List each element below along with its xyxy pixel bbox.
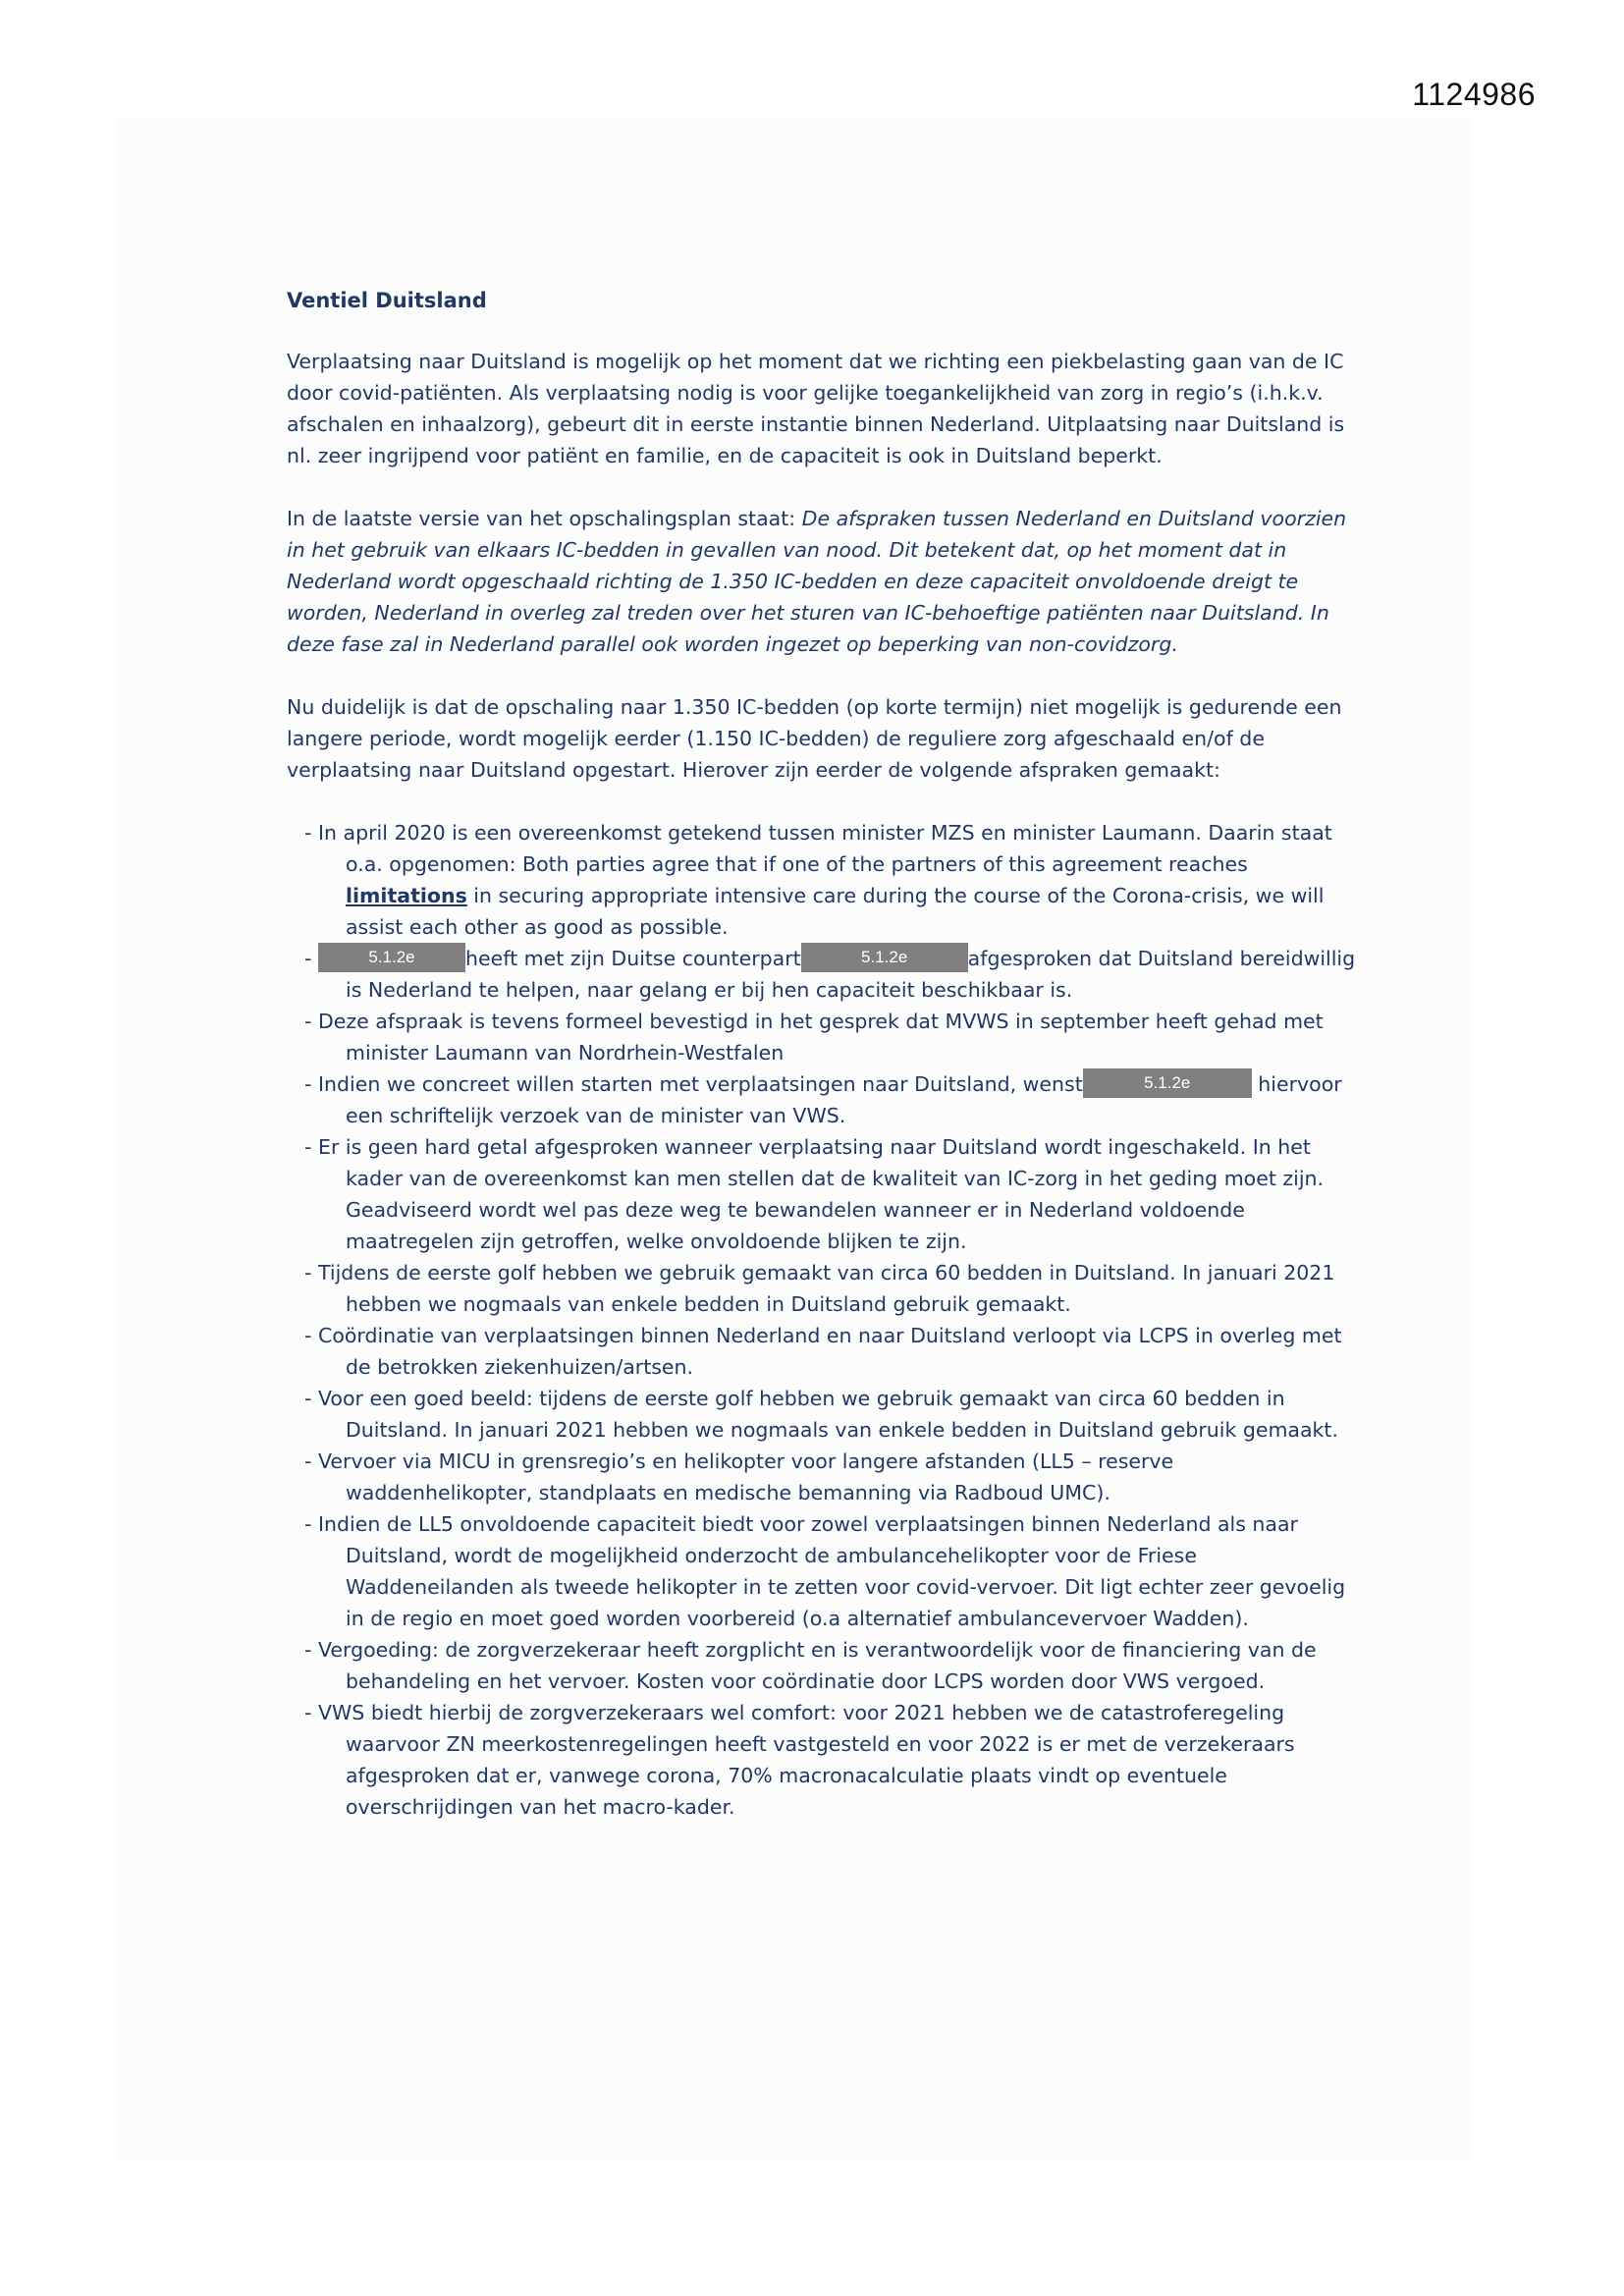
bullet-dash: - [304,1387,312,1410]
item-2-b: afgesproken dat Duitsland bereidwillig is Nederland te helpen, naar gelang er bij hen capaciteit beschikbaar is. [346,947,1356,1002]
bullet-dash: - [304,1324,312,1347]
bullet-dash: - [304,1512,312,1536]
item-4-b: hiervoor een schriftelijk verzoek van de minister van VWS. [346,1072,1342,1127]
list-item [295,817,1357,943]
list-item [295,943,1357,1006]
item-11: Vergoeding: de zorgverzekeraar heeft zorgplicht en is verantwoordelijk voor de financiering van de behandeling en het vervoer. Kosten voor coördinatie door LCPS worden door VWS vergoed. [318,1638,1317,1693]
list-item [295,1508,1357,1634]
list-item [295,1257,1357,1320]
paragraph-1: Verplaatsing naar Duitsland is mogelijk op het moment dat we richting een piekbelasting gaan van de IC door covid-patiënten. Als verplaatsing nodig is voor gelijke toegankelijkheid van zorg in regio’s (i.h.k.v. afschalen en inhaalzorg), gebeurt dit in eerste instantie binnen Nederland. Uitplaatsing naar Duitsland is nl. zeer ingrijpend voor patiënt en familie, en de capaciteit is ook in Duitsland beperkt. [287,350,1345,467]
item-9: Vervoer via MICU in grensregio’s en helikopter voor langere afstanden (LL5 – reserve waddenhelikopter, standplaats en medische bemanning via Radboud UMC). [318,1449,1174,1504]
item-12: VWS biedt hierbij de zorgverzekeraars wel comfort: voor 2021 hebben we de catastroferegeling waarvoor ZN meerkostenregelingen heeft vastgesteld en voor 2022 is er met de verzekeraars afgesproken dat er, vanwege corona, 70% macronacalculatie plaats vindt op eventuele overschrijdingen van het macro-kader. [318,1701,1295,1819]
agreements-list [287,817,1357,1823]
redaction-box: 5.1.2e [801,943,968,972]
item-6: Tijdens de eerste golf hebben we gebruik gemaakt van circa 60 bedden in Duitsland. In januari 2021 hebben we nogmaals van enkele bedden in Duitsland gebruik gemaakt. [318,1261,1335,1316]
list-item [295,1320,1357,1383]
list-item [295,1634,1357,1697]
list-item [295,1383,1357,1446]
item-1-pre: In april 2020 is een overeenkomst getekend tussen minister MZS en minister Laumann. Daarin staat o.a. opgenomen: Both parties agree that if one of the partners of this agreement reaches [318,821,1332,876]
paragraph-2-intro: In de laatste versie van het opschalingsplan staat: [287,507,802,530]
list-item [295,1446,1357,1508]
bullet-dash: - [304,1010,312,1033]
limitations-link[interactable]: limitations [346,884,467,907]
redaction-box: 5.1.2e [1083,1068,1252,1098]
paragraph-2 [287,503,1357,660]
item-2-a: heeft met zijn Duitse counterpart [465,947,801,970]
bullet-dash: - [304,1701,312,1724]
item-8: Voor een goed beeld: tijdens de eerste golf hebben we gebruik gemaakt van circa 60 bedden in Duitsland. In januari 2021 hebben we nogmaals van enkele bedden in Duitsland gebruik gemaakt. [318,1387,1338,1442]
item-1-post: in securing appropriate intensive care during the course of the Corona-crisis, we will assist each other as good as possible. [346,884,1325,939]
bullet-dash: - [304,1261,312,1285]
list-item [295,1697,1357,1823]
list-item [295,1068,1357,1131]
bullet-dash: - [304,821,312,845]
paragraph-3: Nu duidelijk is dat de opschaling naar 1.350 IC-bedden (op korte termijn) niet mogelijk is gedurende een langere periode, wordt mogelijk eerder (1.150 IC-bedden) de reguliere zorg afgeschaald en/of de verplaatsing naar Duitsland opgestart. Hierover zijn eerder de volgende afspraken gemaakt: [287,695,1342,782]
list-item [295,1006,1357,1068]
list-item [295,1131,1357,1257]
document-title: Ventiel Duitsland [287,289,487,312]
redaction-box: 5.1.2e [318,943,465,972]
item-10: Indien de LL5 onvoldoende capaciteit biedt voor zowel verplaatsingen binnen Nederland als naar Duitsland, wordt de mogelijkheid onderzocht de ambulancehelikopter voor de Friese Waddeneilanden als tweede helikopter in te zetten voor covid-vervoer. Dit ligt echter zeer gevoelig in de regio en moet goed worden voorbereid (o.a alternatief ambulancevervoer Wadden). [318,1512,1346,1630]
item-7: Coördinatie van verplaatsingen binnen Nederland en naar Duitsland verloopt via LCPS in overleg met de betrokken ziekenhuizen/artsen. [318,1324,1342,1379]
bullet-dash: - [304,1638,312,1662]
bullet-dash: - [304,1449,312,1473]
item-3: Deze afspraak is tevens formeel bevestigd in het gesprek dat MVWS in september heeft gehad met minister Laumann van Nordrhein-Westfalen [318,1010,1324,1065]
bullet-dash: - [304,1135,312,1159]
document-id: 1124986 [1412,77,1536,112]
item-5: Er is geen hard getal afgesproken wanneer verplaatsing naar Duitsland wordt ingeschakeld. In het kader van de overeenkomst kan men stellen dat de kwaliteit van IC-zorg in het geding moet zijn. Geadviseerd wordt wel pas deze weg te bewandelen wanneer er in Nederland voldoende maatregelen zijn getroffen, welke onvoldoende blijken te zijn. [318,1135,1325,1253]
document-body [287,285,1357,1823]
bullet-dash: - [304,947,312,970]
item-4-a: Indien we concreet willen starten met verplaatsingen naar Duitsland, wenst [318,1072,1083,1096]
paragraph-2-quote: De afspraken tussen Nederland en Duitsland voorzien in het gebruik van elkaars IC-bedden in gevallen van nood. Dit betekent dat, op het moment dat in Nederland wordt opgeschaald richting de 1.350 IC-bedden en deze capaciteit onvoldoende dreigt te worden, Nederland in overleg zal treden over het sturen van IC-behoeftige patiënten naar Duitsland. In deze fase zal in Nederland parallel ook worden ingezet op beperking van non-covidzorg. [287,507,1347,656]
bullet-dash: - [304,1072,312,1096]
